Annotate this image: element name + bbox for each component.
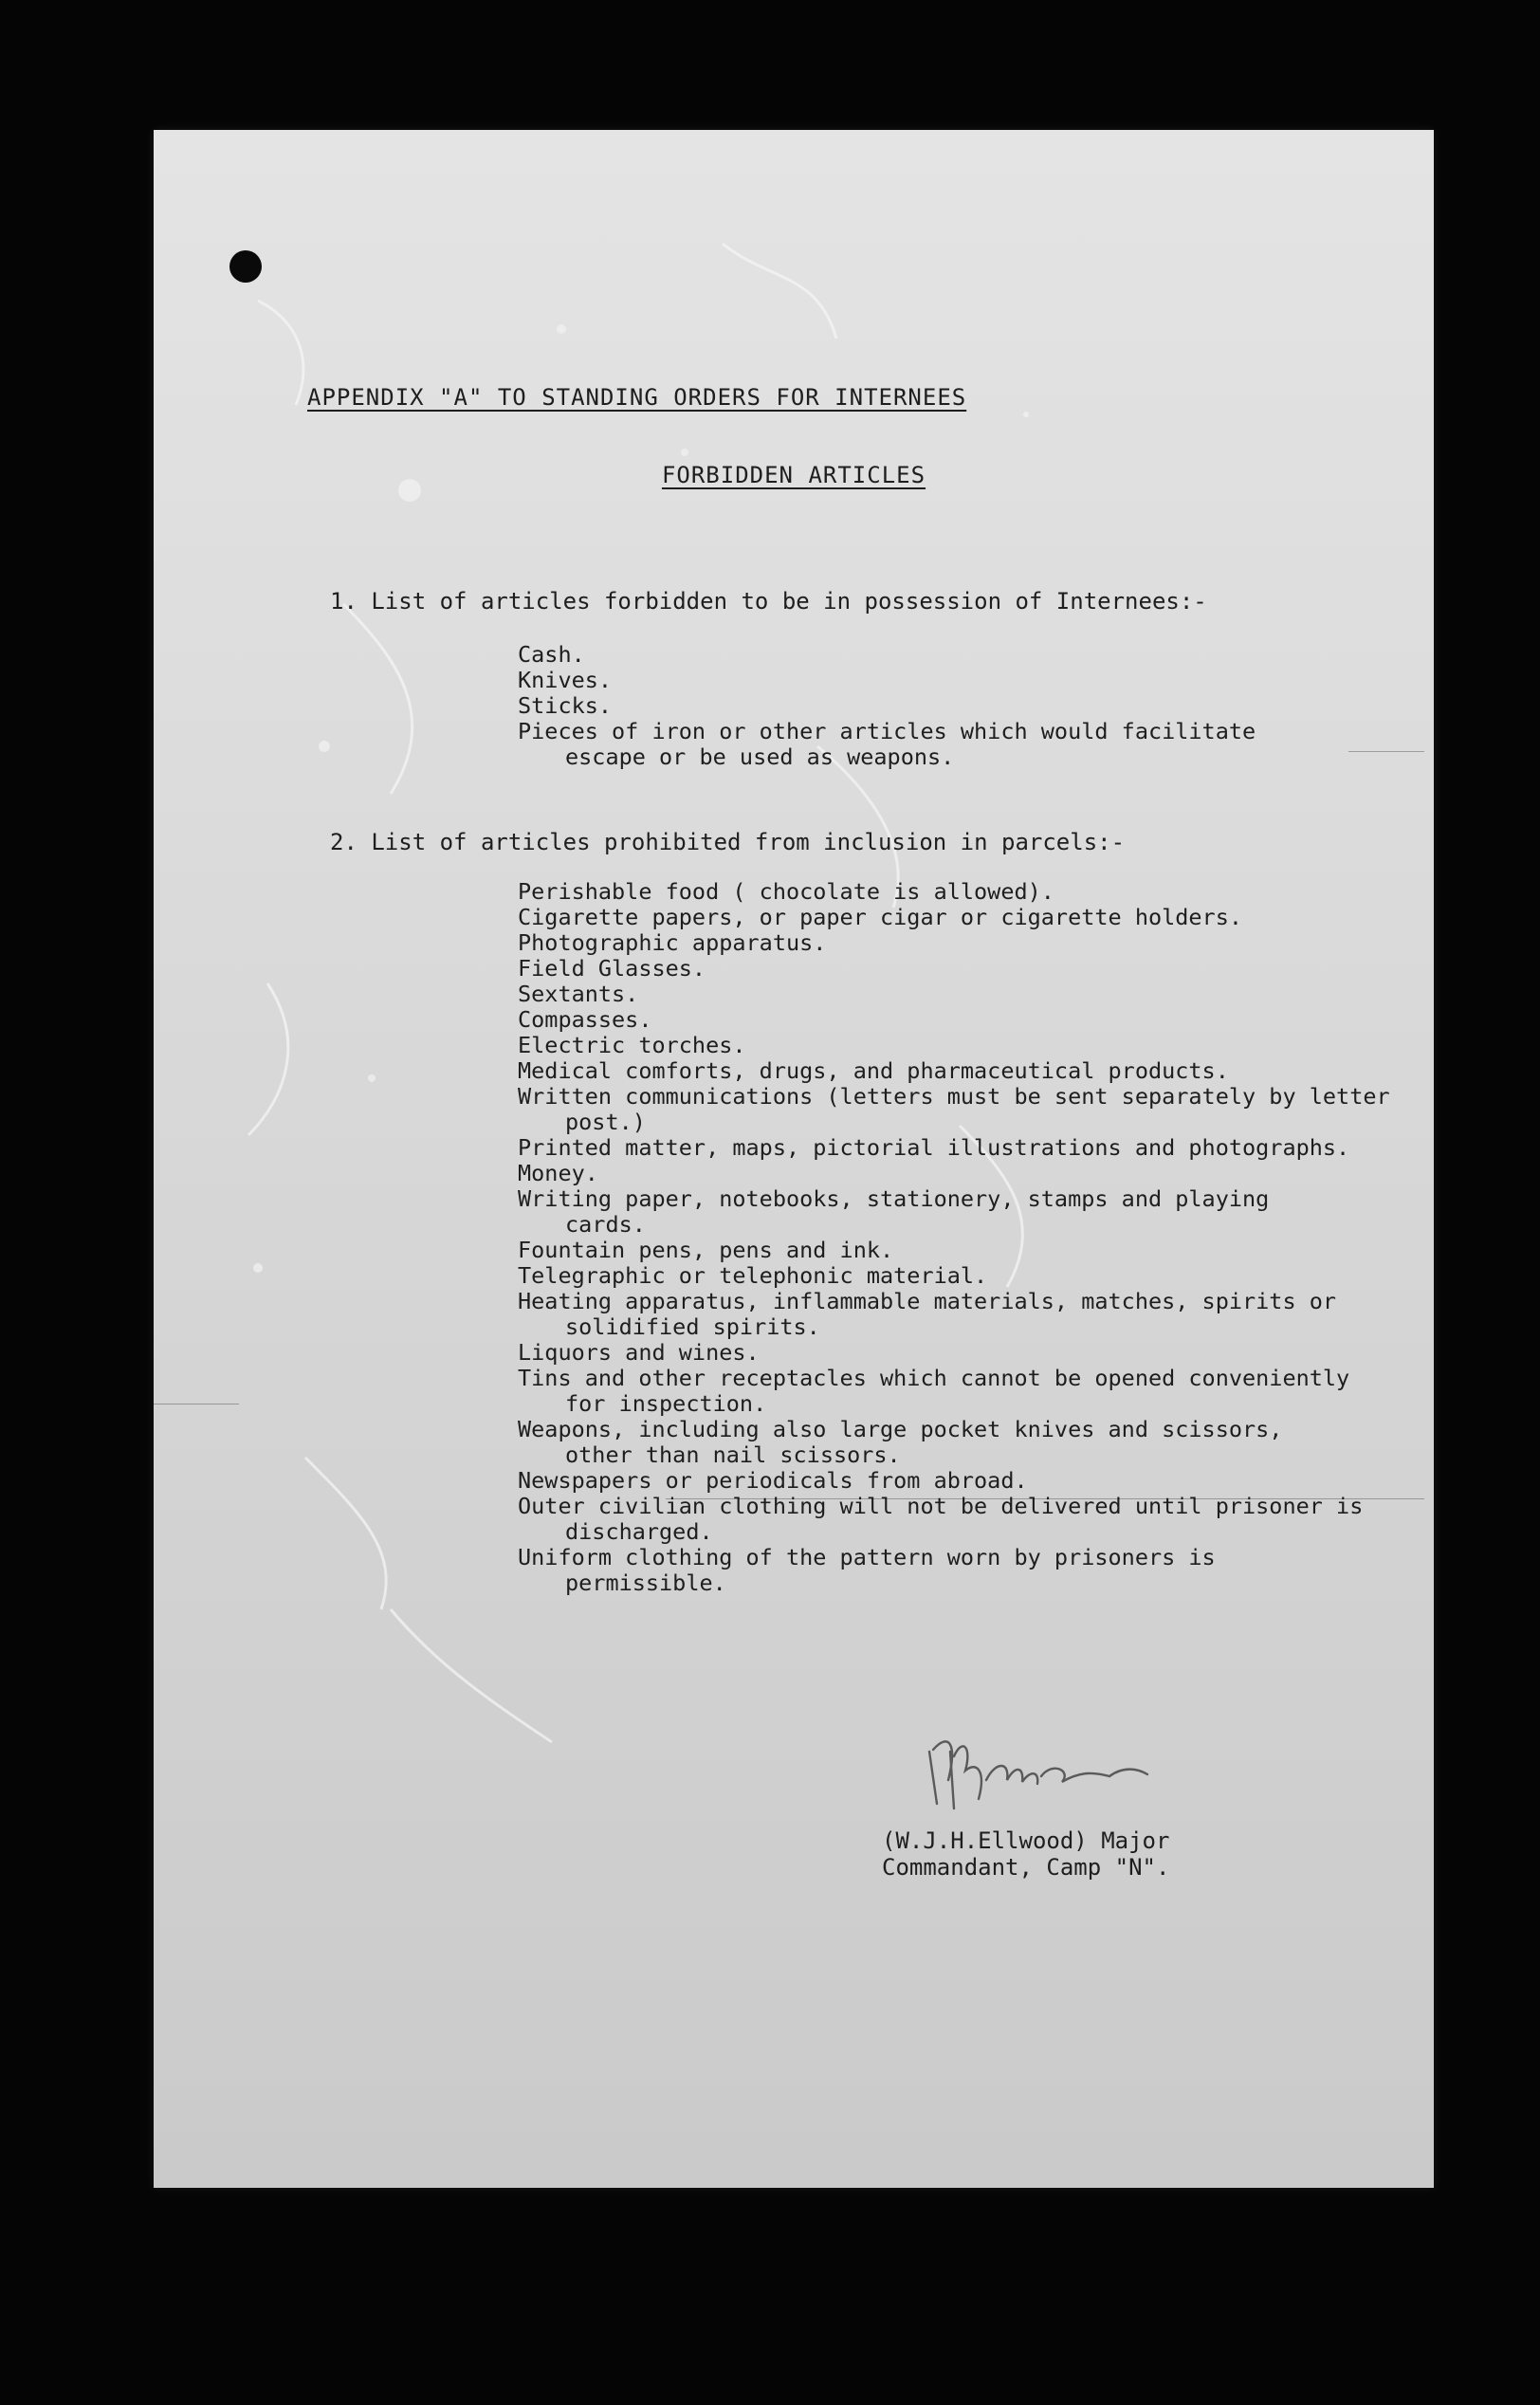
- list-item: Outer civilian clothing will not be delivered until prisoner is discharged.: [518, 1493, 1364, 1545]
- list-item: Newspapers or periodicals from abroad.: [518, 1467, 1028, 1494]
- list-item: Knives.: [518, 667, 613, 693]
- section-1-list: [518, 642, 1428, 770]
- list-item: Sextants.: [518, 981, 639, 1007]
- list-item: Printed matter, maps, pictorial illustrations and photographs.: [518, 1134, 1350, 1161]
- signatory-title: Commandant, Camp "N".: [882, 1854, 1170, 1881]
- list-item: Field Glasses.: [518, 955, 706, 982]
- list-item: Compasses.: [518, 1006, 652, 1033]
- list-item: Cash.: [518, 641, 585, 668]
- list-item: Perishable food ( chocolate is allowed).: [518, 878, 1054, 905]
- list-item: Photographic apparatus.: [518, 929, 827, 956]
- signature-block: [882, 1827, 1169, 1881]
- section-2-heading: 2. List of articles prohibited from inclusion in parcels:-: [330, 829, 1126, 855]
- list-item: Money.: [518, 1160, 598, 1186]
- list-item: Uniform clothing of the pattern worn by prisoners is permissible.: [518, 1544, 1216, 1596]
- list-item: Sticks.: [518, 692, 613, 719]
- document-page: [154, 130, 1434, 2188]
- list-item: Fountain pens, pens and ink.: [518, 1237, 894, 1263]
- list-item: Medical comforts, drugs, and pharmaceutical products.: [518, 1057, 1229, 1084]
- punch-hole: [229, 250, 262, 283]
- document-title: APPENDIX "A" TO STANDING ORDERS FOR INTERNEES: [307, 384, 967, 411]
- signatory-name: (W.J.H.Ellwood) Major: [882, 1827, 1170, 1854]
- list-item: Written communications (letters must be sent separately by letter post.): [518, 1083, 1390, 1135]
- list-item: Heating apparatus, inflammable materials, matches, spirits or solidified spirits.: [518, 1288, 1337, 1340]
- section-2-list: [518, 879, 1428, 1596]
- list-item: Writing paper, notebooks, stationery, stamps and playing cards.: [518, 1185, 1270, 1238]
- section-1-heading: 1. List of articles forbidden to be in possession of Internees:-: [330, 588, 1207, 615]
- list-item: Electric torches.: [518, 1032, 746, 1058]
- list-item: Cigarette papers, or paper cigar or cigarette holders.: [518, 904, 1243, 930]
- document-subtitle: FORBIDDEN ARTICLES: [661, 462, 926, 488]
- list-item: Pieces of iron or other articles which would facilitate escape or be used as weapons.: [518, 718, 1256, 770]
- list-item: Weapons, including also large pocket knives and scissors, other than nail scissors.: [518, 1416, 1283, 1468]
- list-item: Tins and other receptacles which cannot be opened conveniently for inspection.: [518, 1365, 1350, 1417]
- handwritten-signature: [920, 1714, 1166, 1818]
- list-item: Telegraphic or telephonic material.: [518, 1262, 988, 1289]
- list-item: Liquors and wines.: [518, 1339, 760, 1366]
